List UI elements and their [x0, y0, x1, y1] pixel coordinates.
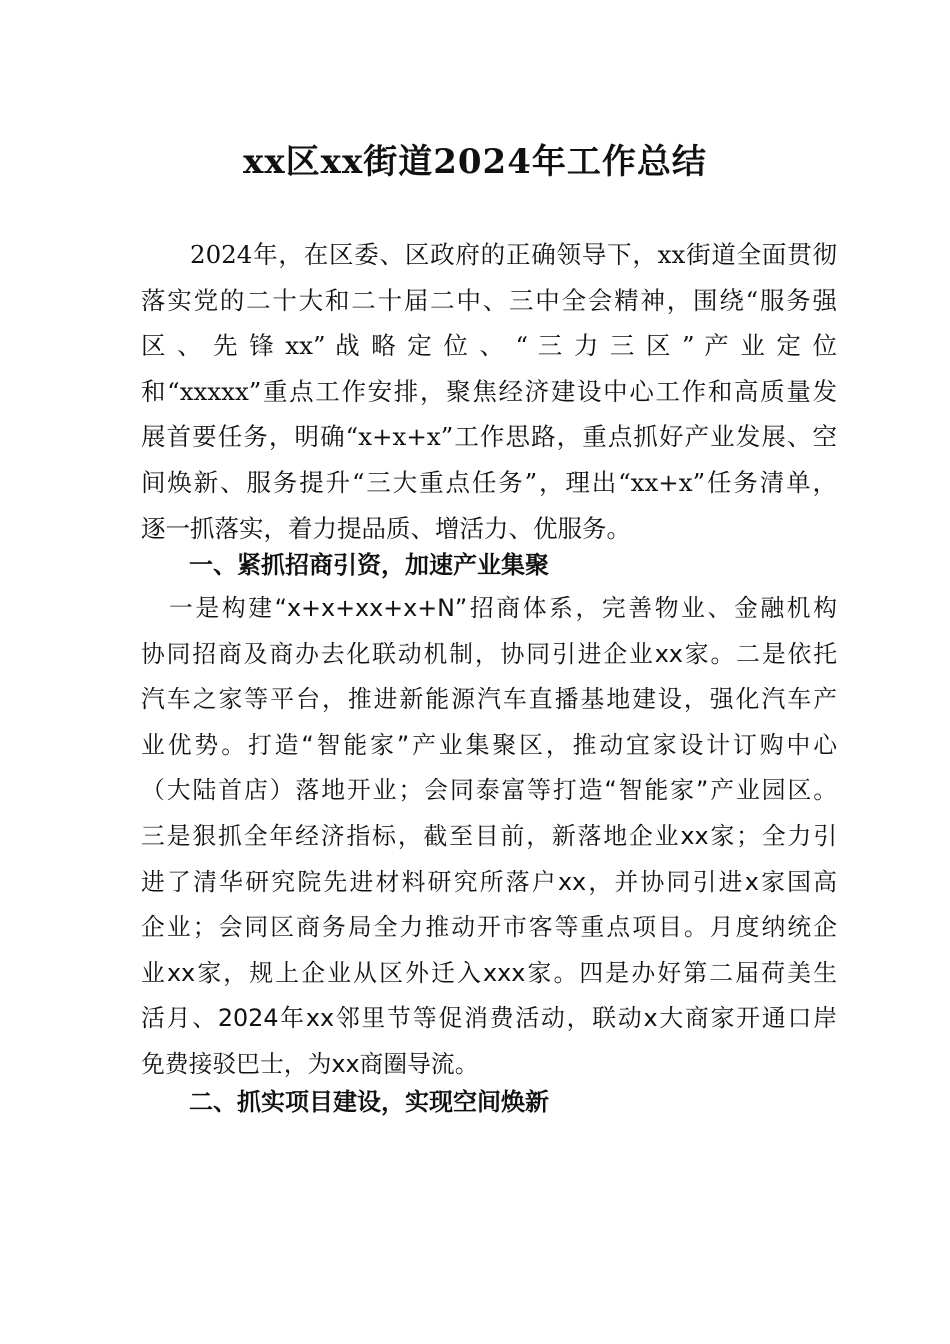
intro-line: 区 、 先 锋 xx” 战 略 定 位 、 “ 三 力 三 区 ” 产 业 定 位 — [141, 331, 837, 361]
section-heading-1: 一、紧抓招商引资，加速产业集聚 — [189, 551, 549, 579]
section-heading-2: 二、抓实项目建设，实现空间焕新 — [189, 1088, 549, 1116]
section1-line: 汽车之家等平台，推进新能源汽车直播基地建设，强化汽车产 — [141, 685, 837, 714]
section1-line: 业xx家，规上企业从区外迁入xxx家。四是办好第二届荷美生 — [141, 958, 837, 987]
section1-line: 企业；会同区商务局全力推动开市客等重点项目。月度纳统企 — [141, 913, 837, 942]
intro-line: 和“xxxxx”重点工作安排，聚焦经济建设中心工作和高质量发 — [141, 376, 837, 406]
section1-line: 业优势。打造“智能家”产业集聚区，推动宜家设计订购中心 — [141, 730, 837, 759]
document-title: xx区xx街道2024年工作总结 — [243, 142, 707, 182]
section1-line: 活月、2024年xx邻里节等促消费活动，联动x大商家开通口岸 — [141, 1004, 837, 1033]
section1-paragraph — [141, 586, 837, 1088]
section1-line: 一是构建“x+x+xx+x+N”招商体系，完善物业、金融机构 — [169, 594, 837, 622]
section1-line: 免费接驳巴士，为xx商圈导流。 — [141, 1049, 479, 1078]
intro-line: 展首要任务，明确“x+x+x”工作思路，重点抓好产业发展、空 — [141, 422, 837, 452]
intro-paragraph — [141, 232, 837, 551]
section1-line: 三是狠抓全年经济指标，截至目前，新落地企业xx家；全力引 — [141, 821, 837, 850]
intro-line: 逐一抓落实，着力提品质、增活力、优服务。 — [141, 513, 631, 543]
intro-line: 落实党的二十大和二十届二中、三中全会精神，围绕“服务强 — [141, 285, 837, 315]
section1-line: （大陆首店）落地开业；会同泰富等打造“智能家”产业园区。 — [141, 776, 837, 805]
section1-line: 协同招商及商办去化联动机制，协同引进企业xx家。二是依托 — [141, 639, 837, 668]
section1-line: 进了清华研究院先进材料研究所落户xx，并协同引进x家国高 — [141, 867, 837, 896]
intro-line: 间焕新、服务提升“三大重点任务”，理出“xx+x”任务清单， — [141, 467, 837, 497]
intro-line: 2024年，在区委、区政府的正确领导下，xx街道全面贯彻 — [190, 240, 837, 269]
